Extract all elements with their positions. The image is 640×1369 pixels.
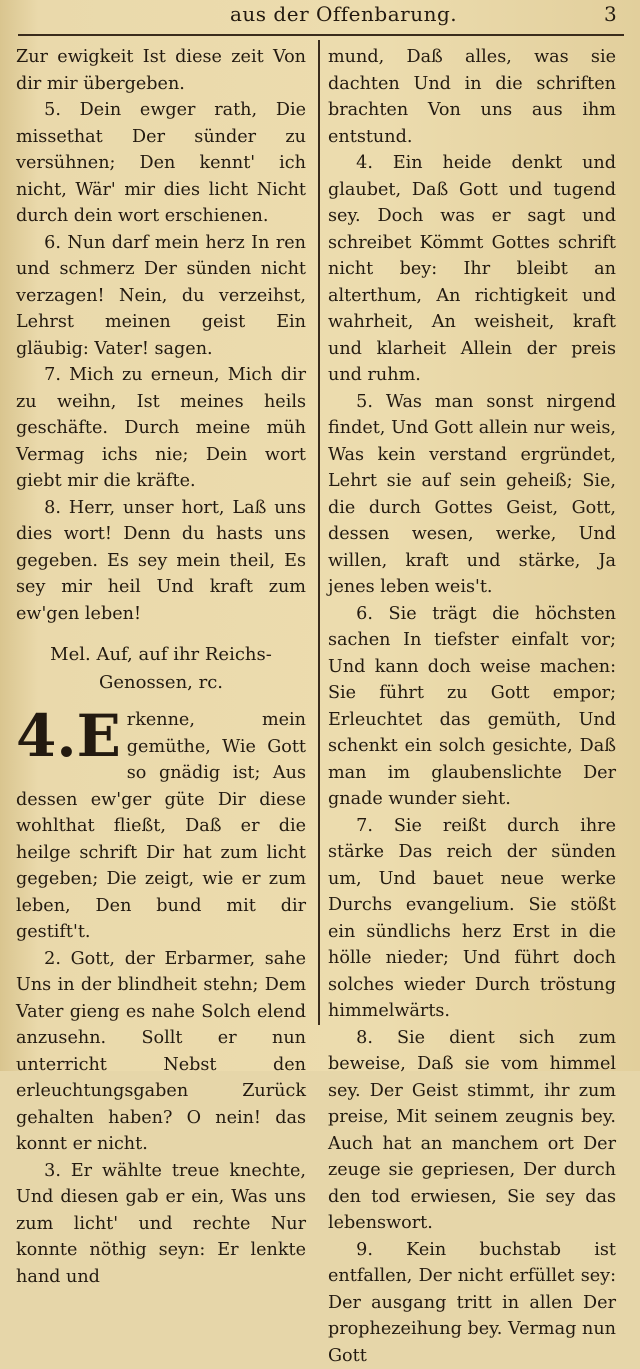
drop-cap-letter: E (77, 702, 121, 770)
hymn-4-verse-9: 9. Kein buchstab ist entfallen, Der nicht erfüllet sey: Der ausgang tritt in allen Der prophezeihung bey. Vermag nun Gott (328, 1237, 616, 1369)
hymn-number: 4.E (16, 709, 121, 763)
running-title: aus der Offenbarung. (230, 2, 457, 26)
melody-heading: Mel. Auf, auf ihr Reichs-Genossen, rc. (16, 641, 306, 697)
verse-6: 6. Nun darf mein herz In ren und schmerz Der sünden nicht verzagen! Nein, du verzeihst, Lehrst meinen geist Ein gläubig: Vater! sagen. (16, 230, 306, 363)
left-column (16, 44, 306, 1290)
hymn-4-verse-6: 6. Sie trägt die höchsten sachen In tiefster einfalt vor; Und kann doch weise machen: Sie führt zu Gott empor; Erleuchtet das gemüth, Und schenkt ein solch gesichte, Daß man im glaubenslichte Der gnade wunder sieht. (328, 601, 616, 813)
verse-8: 8. Herr, unser hort, Laß uns dies wort! Denn du hasts uns gegeben. Es sey mein theil, Es sey mir heil Und kraft zum ew'gen leben! (16, 495, 306, 628)
verse-7: 7. Mich zu erneun, Mich dir zu weihn, Ist meines heils geschäfte. Durch meine müh Vermag ichs nie; Dein wort giebt mir die kräfte. (16, 362, 306, 495)
hymn-4-verse-1 (16, 707, 306, 946)
hymn-4-verse-2: 2. Gott, der Erbarmer, sahe Uns in der blindheit stehn; Dem Vater gieng es nahe Solch elend anzusehn. Sollt er nun unterricht Nebst den erleuchtungsgaben Zurück gehalten haben? O nein! das konnt er nicht. (16, 946, 306, 1158)
right-column (328, 44, 616, 1369)
header-rule (18, 34, 624, 36)
hymn-4-verse-7: 7. Sie reißt durch ihre stärke Das reich der sünden um, Und bauet neue werke Durchs evangelium. Sie stößt ein sündlichs herz Erst in die hölle nieder; Und führt doch solches wieder Durch tröstung himmelwärts. (328, 813, 616, 1025)
verse-continuation-right: mund, Daß alles, was sie dachten Und in die schriften brachten Von uns aus ihm entstund. (328, 44, 616, 150)
column-divider (318, 40, 320, 1025)
hymn-4-verse-5: 5. Was man sonst nirgend findet, Und Gott allein nur weis, Was kein verstand ergründet, Lehrt sie auf sein geheiß; Sie, die durch Gottes Geist, Gott, dessen wesen, werke, Und willen, kraft und stärke, Ja jenes leben weis't. (328, 389, 616, 601)
page-header (0, 0, 640, 30)
hymn-4-verse-8: 8. Sie dient sich zum beweise, Daß sie vom himmel sey. Der Geist stimmt, ihr zum preise, Mit seinem zeugnis bey. Auch hat an manchem ort Der zeuge sie gepriesen, Der durch den tod erwiesen, Sie sey das lebenswort. (328, 1025, 616, 1237)
hymn-4-text: rkenne, mein gemüthe, Wie Gott so gnädig ist; Aus dessen ew'ger güte Dir diese wohlthat fließt, Daß er die heilge schrift Dir hat zum licht gegeben; Die zeigt, wie er zum leben, Den bund mit dir gestift't. (16, 710, 306, 942)
page-number: 3 (604, 2, 617, 26)
verse-continuation: Zur ewigkeit Ist diese zeit Von dir mir übergeben. (16, 44, 306, 97)
hymn-4-verse-3: 3. Er wählte treue knechte, Und diesen gab er ein, Was uns zum licht' und rechte Nur konnte nöthig seyn: Er lenkte hand und (16, 1158, 306, 1291)
hymn-4-verse-4: 4. Ein heide denkt und glaubet, Daß Gott und tugend sey. Doch was er sagt und schreibet Kömmt Gottes schrift nicht bey: Ihr bleibt an alterthum, An richtigkeit und wahrheit, An weisheit, kraft und klarheit Allein der preis und ruhm. (328, 150, 616, 389)
verse-5: 5. Dein ewger rath, Die missethat Der sünder zu versühnen; Den kennt' ich nicht, Wär' mir dies licht Nicht durch dein wort erschienen. (16, 97, 306, 230)
